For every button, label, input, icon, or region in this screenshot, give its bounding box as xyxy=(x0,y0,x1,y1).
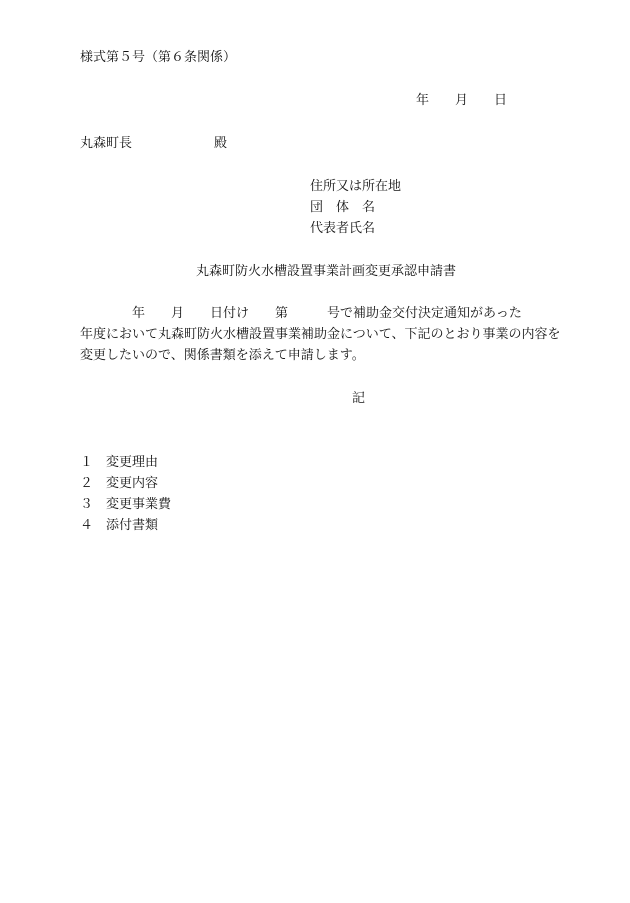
item-label: 変更事業費 xyxy=(106,497,172,512)
item-label: 変更理由 xyxy=(106,455,159,470)
body-line-3: 変更したいので、関係書類を添えて申請します。 xyxy=(80,348,365,363)
ki-heading: 記 xyxy=(352,391,366,406)
item-label: 変更内容 xyxy=(106,476,159,491)
body-line-1: 年 月 日付け 第 号で補助金交付決定通知があった xyxy=(132,306,522,321)
date-line: 年 月 日 xyxy=(416,93,508,108)
item-number: ４ xyxy=(80,518,94,533)
applicant-representative-label: 代表者氏名 xyxy=(310,221,376,236)
item-number: ３ xyxy=(80,497,94,512)
addressee-name: 丸森町長 xyxy=(80,136,133,151)
applicant-organization-label: 団 体 名 xyxy=(310,200,376,215)
addressee-honorific: 殿 xyxy=(214,136,228,151)
form-number: 様式第５号（第６条関係） xyxy=(80,50,237,65)
item-number: １ xyxy=(80,455,94,470)
item-number: ２ xyxy=(80,476,94,491)
document-title: 丸森町防火水槽設置事業計画変更承認申請書 xyxy=(196,264,457,279)
item-label: 添付書類 xyxy=(106,518,159,533)
body-line-2: 年度において丸森町防火水槽設置事業補助金について、下記のとおり事業の内容を xyxy=(80,327,561,342)
applicant-address-label: 住所又は所在地 xyxy=(310,179,402,194)
